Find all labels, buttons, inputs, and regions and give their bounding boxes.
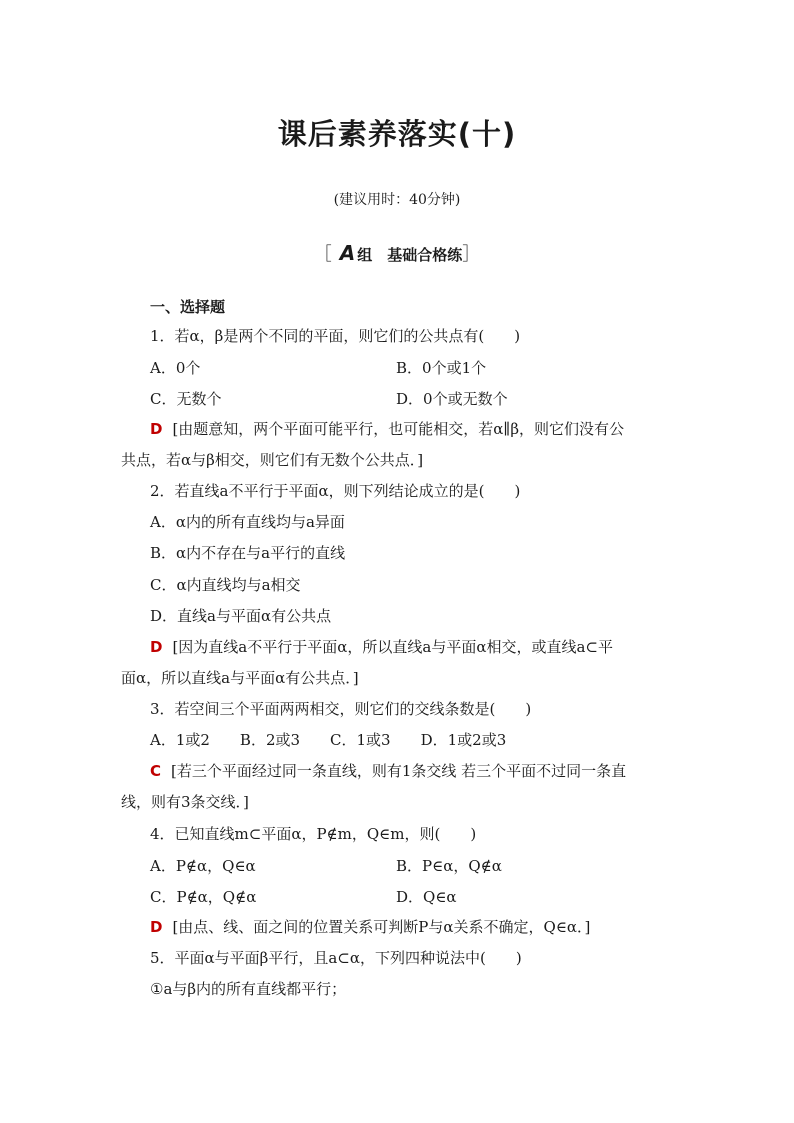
q1-option-a: A．0个 <box>150 359 201 377</box>
page-title: 课后素养落实(十) <box>277 117 517 151</box>
q1-option-d: D．0个或无数个 <box>396 390 508 408</box>
group-bracket-open: ［ <box>313 244 332 265</box>
q2-option-a: A．α内的所有直线均与a异面 <box>150 513 345 531</box>
q4-option-b: B．P∈α，Q∉α <box>396 857 502 875</box>
q2-explanation-line2: 面α，所以直线a与平面α有公共点．] <box>121 669 359 687</box>
q2-explanation-line1 <box>150 637 613 657</box>
q3-options: A．1或2 B．2或3 C．1或3 D．1或2或3 <box>150 731 507 749</box>
q4-explanation-line1 <box>150 917 590 937</box>
q4-option-c: C．P∉α，Q∉α <box>150 888 257 906</box>
q2-option-d: D．直线a与平面α有公共点 <box>150 607 332 625</box>
section-title: 一、选择题 <box>150 298 226 316</box>
suggested-time: (建议用时：40分钟) <box>333 192 461 208</box>
q4-option-a: A．P∉α，Q∈α <box>150 857 256 875</box>
q5-stem: 5．平面α与平面β平行，且a⊂α，下列四种说法中( ) <box>150 949 522 967</box>
q1-explanation-line2: 共点，若α与β相交，则它们有无数个公共点．] <box>121 451 424 469</box>
q3-answer: C <box>150 762 162 780</box>
q1-explanation-text1: [由题意知，两个平面可能平行，也可能相交，若α∥β，则它们没有公 <box>172 420 625 438</box>
group-bracket-close: ］ <box>462 244 481 265</box>
q2-stem: 2．若直线a不平行于平面α，则下列结论成立的是( ) <box>150 482 521 500</box>
q1-option-c: C．无数个 <box>150 390 222 408</box>
q4-stem: 4．已知直线m⊂平面α，P∉m，Q∈m，则( ) <box>150 825 477 843</box>
q1-option-b: B．0个或1个 <box>396 359 487 377</box>
q4-answer: D <box>150 918 163 936</box>
group-letter-logo: A <box>339 241 356 265</box>
q2-option-c: C．α内直线均与a相交 <box>150 576 301 594</box>
group-heading <box>0 240 794 266</box>
group-label: 组 基础合格练 <box>357 246 463 264</box>
q4-option-d: D．Q∈α <box>396 888 457 906</box>
q1-explanation-line1 <box>150 419 624 439</box>
q3-explanation-text1: [若三个平面经过同一条直线，则有1条交线 若三个平面不过同一条直 <box>171 762 627 780</box>
q2-explanation-text1: [因为直线a不平行于平面α，所以直线a与平面α相交，或直线a⊂平 <box>172 638 613 656</box>
q3-stem: 3．若空间三个平面两两相交，则它们的交线条数是( ) <box>150 700 532 718</box>
q1-answer: D <box>150 420 163 438</box>
q4-explanation-text1: [由点、线、面之间的位置关系可判断P与α关系不确定，Q∈α．] <box>172 918 591 936</box>
q3-explanation-line2: 线，则有3条交线．] <box>121 793 249 811</box>
q1-stem: 1．若α，β是两个不同的平面，则它们的公共点有( ) <box>150 327 521 345</box>
q5-statement-1: ①a与β内的所有直线都平行； <box>150 980 347 998</box>
q3-explanation-line1 <box>150 761 626 781</box>
q2-option-b: B．α内不存在与a平行的直线 <box>150 544 346 562</box>
q2-answer: D <box>150 638 163 656</box>
